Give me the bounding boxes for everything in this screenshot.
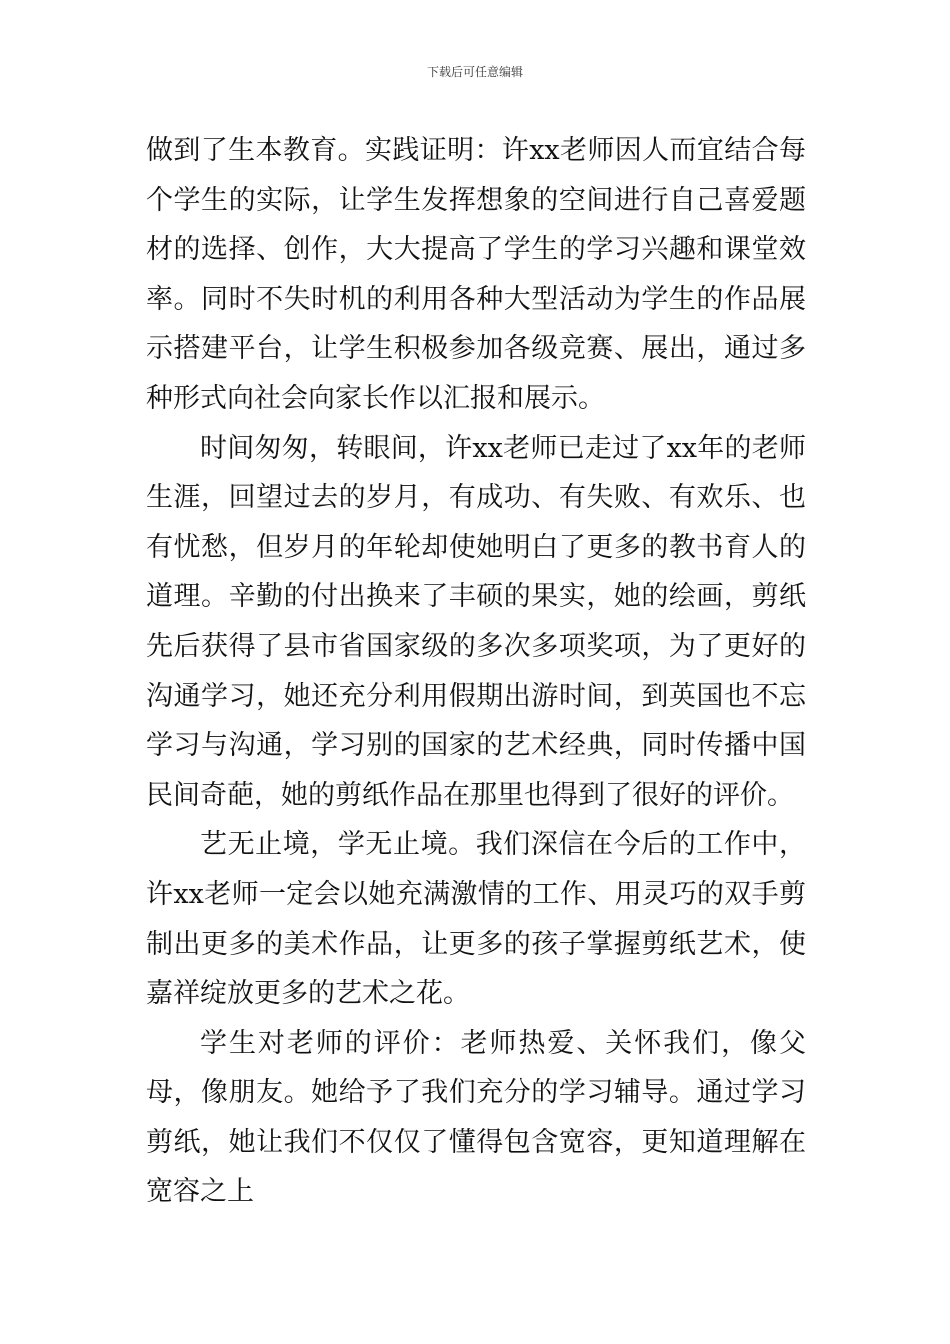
document-body — [146, 126, 806, 1217]
paragraph-2: 时间匆匆，转眼间，许xx老师已走过了xx年的老师生涯，回望过去的岁月，有成功、有失败、有欢乐、也有忧愁，但岁月的年轮却使她明白了更多的教书育人的道理。辛勤的付出换来了丰硕的果实，她的绘画，剪纸先后获得了县市省国家级的多次多项奖项，为了更好的沟通学习，她还充分利用假期出游时间，到英国也不忘学习与沟通，学习别的国家的艺术经典，同时传播中国民间奇葩，她的剪纸作品在那里也得到了很好的评价。 — [146, 432, 806, 811]
paragraph-1: 做到了生本教育。实践证明：许xx老师因人而宜结合每个学生的实际，让学生发挥想象的空间进行自己喜爱题材的选择、创作，大大提高了学生的学习兴趣和课堂效率。同时不失时机的利用各种大型活动为学生的作品展示搭建平台，让学生积极参加各级竞赛、展出，通过多种形式向社会向家长作以汇报和展示。 — [146, 135, 806, 414]
page-header: 下载后可任意编辑 — [426, 65, 523, 79]
paragraph-3: 艺无止境，学无止境。我们深信在今后的工作中，许xx老师一定会以她充满激情的工作、用灵巧的双手剪制出更多的美术作品，让更多的孩子掌握剪纸艺术，使嘉祥绽放更多的艺术之花。 — [146, 829, 806, 1010]
paragraph-4: 学生对老师的评价：老师热爱、关怀我们，像父母，像朋友。她给予了我们充分的学习辅导。通过学习剪纸，她让我们不仅仅了懂得包含宽容，更知道理解在宽容之上 — [146, 1027, 806, 1208]
